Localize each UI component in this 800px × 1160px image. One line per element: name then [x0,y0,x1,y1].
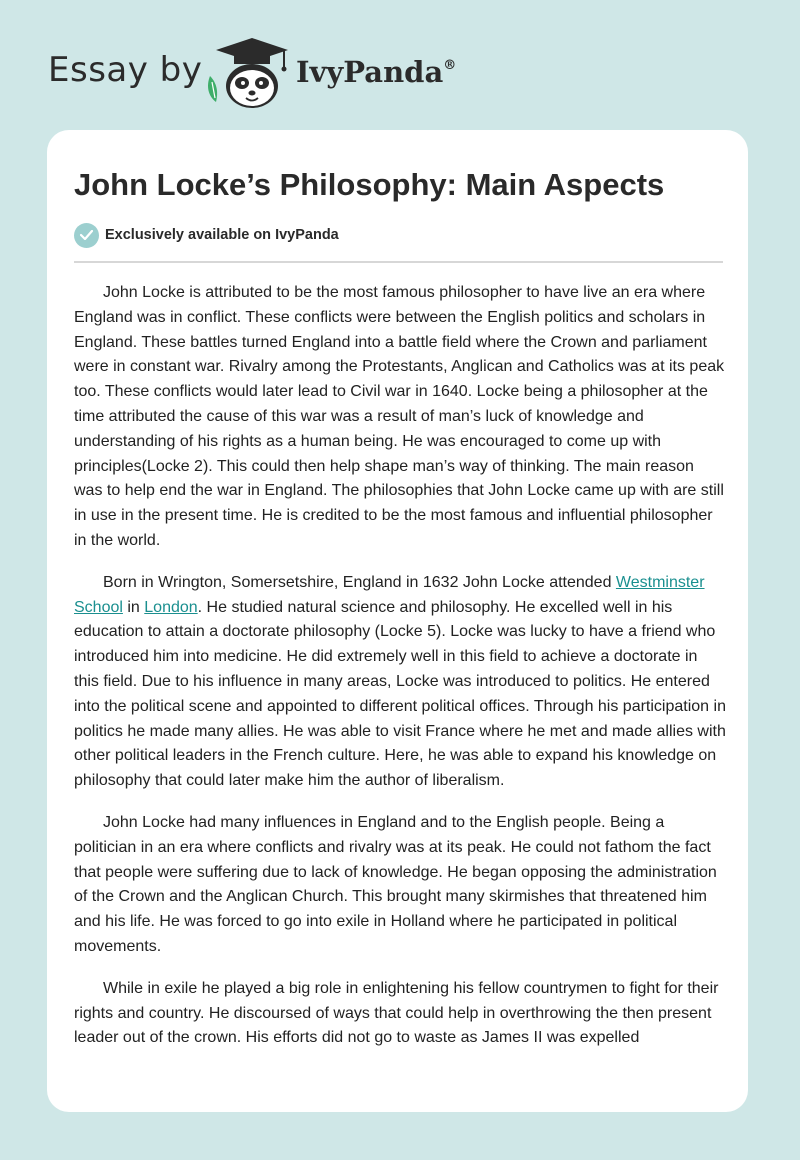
essay-card [47,130,748,1112]
london-link[interactable]: London [144,598,198,616]
paragraph-2 [74,571,726,794]
paragraph-4: While in exile he played a big role in enlightening his fellow countrymen to fight for their rights and country. He discoursed of ways that could help in overthrowing the then present leader out of the crown. His efforts did not go to waste as James II was expelled [74,979,719,1047]
check-circle-icon [74,223,99,248]
paragraph-1: John Locke is attributed to be the most famous philosopher to have live an era where England was in conflict. These conflicts were between the English politics and scholars in England. These battles turned England into a battle field where the Crown and parliament were in constant war. Rivalry among the Protestants, Anglican and Catholics was at its peak too. These conflicts would later lead to Civil war in 1640. Locke being a philosopher at the time attributed the cause of this war was a result of man’s luck of knowledge and understanding of his rights as a human being. He was encouraged to come up with principles(Locke 2). This could then help shape man’s way of thinking. The main reason was to help end the war in England. The philosophies that John Locke came up with are still in use in the present time. He is credited to be the most famous and influential philosopher in the world. [74,284,725,549]
brand-name-text: IvyPanda [296,55,444,89]
brand-name[interactable] [296,55,456,89]
page-title: John Locke’s Philosophy: Main Aspects [74,167,665,202]
exclusive-badge [74,222,339,248]
panda-logo-icon[interactable] [204,36,296,110]
paragraph-2-text-b: in [122,598,145,616]
exclusive-label: Exclusively available on IvyPanda [105,227,339,243]
paragraph-2-text-a: Born in Wrington, Somersetshire, England in 1632 John Locke attended [103,573,616,591]
paragraph-2-text-c: . He studied natural science and philosophy. He excelled well in his education to attain a doctorate philosophy (Locke 5). Locke was lucky to have a friend who introduced him into medicine. He did extremely well in this field to achieve a doctorate in this field. Due to his influence in many areas, Locke was introduced to politics. He entered into the political scene and appointed to different political offices. Through his participation in politics he made many allies. He was able to visit France where he met and made allies with other political leaders in the French culture. Here, he was able to expand his knowledge on philosophy that could later make him the author of liberalism. [74,598,726,790]
essay-body [74,281,726,1068]
divider [74,261,723,263]
westminster-school-link[interactable]: Westminster School [74,573,705,616]
paragraph-3: John Locke had many influences in England and to the English people. Being a politician in an era where conflicts and rivalry was at its peak. He could not fathom the fact that people were suffering due to lack of knowledge. He began opposing the administration of the Crown and the Anglican Church. This brought many skirmishes that threatened him and his life. He was forced to go into exile in Holland where he participated in political movements. [74,813,717,955]
site-header [0,0,800,130]
essay-by-label: Essay by [48,50,203,90]
registered-mark: ® [443,58,457,74]
